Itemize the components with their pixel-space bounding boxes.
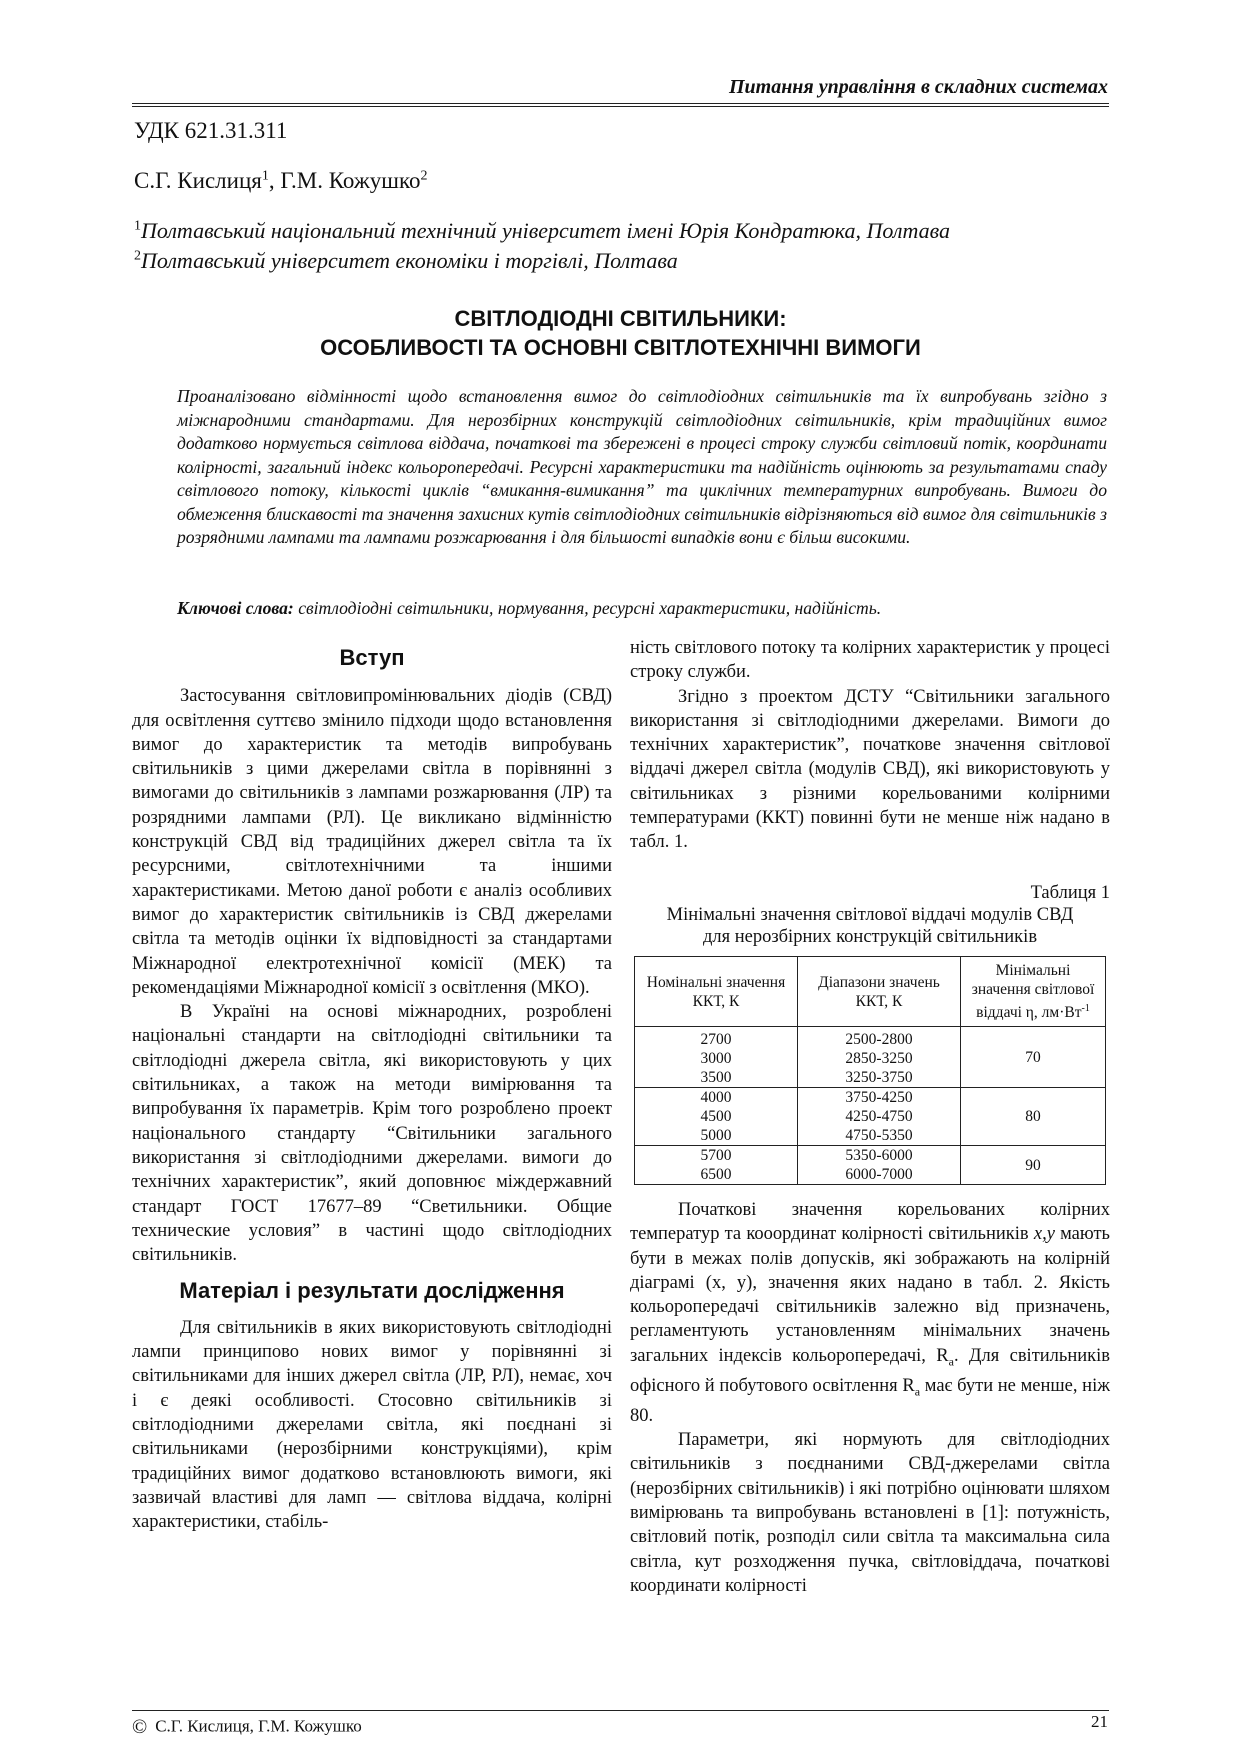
cell-nominal: 2700 (635, 1027, 798, 1050)
author-2: , Г.М. Кожушко (268, 168, 421, 193)
cell-range: 2850-3250 (798, 1049, 961, 1068)
paper-title-line-1: СВІТЛОДІОДНІ СВІТИЛЬНИКИ: (454, 306, 787, 331)
cell-nominal: 5000 (635, 1126, 798, 1146)
cell-nominal: 3500 (635, 1068, 798, 1088)
right-p2-part-a: Початкові значення корельованих колірних температур та кооординат колірності світильників (630, 1200, 1110, 1245)
header-rule (132, 103, 1109, 107)
table-row (635, 1027, 1106, 1050)
affiliation-1-text: Полтавський національний технічний університет імені Юрія Кондратюка, Полтава (141, 218, 950, 243)
table-number: Таблиця 1 (1030, 883, 1110, 903)
copyright-icon: © (132, 1716, 148, 1738)
cell-nominal: 3000 (635, 1049, 798, 1068)
intro-paragraph-1: Застосування світловипромінювальних діодів (СВД) для освітлення суттєво змінило підходи щодо встановлення вимог до характеристик та методів випробувань світильників з цими джерелами світла в порівнянні з вимогами до світильників з лампами розжарювання (ЛР) та розрядними лампами (РЛ). Це викликано відмінністю конструкцій СВД від традиційних джерел світла та їх ресурсними, світлотехнічними та іншими характеристиками. Метою даної роботи є аналіз особливих вимог до характеристик світильників із СВД джерелами світла та методів оцінки їх відповідності за стандартами Міжнародної електротехнічної комісії (МЕК) та рекомендаціями Міжнародної комісії з освітлення (МКО). (132, 686, 612, 998)
table-1 (630, 882, 1110, 1185)
keywords-text: світлодіодні світильники, нормування, ресурсні характеристики, надійність. (293, 598, 882, 618)
page-number: 21 (1091, 1712, 1108, 1731)
table-caption-line-2: для нерозбірних конструкцій світильників (702, 927, 1038, 947)
right-p2-part-b: мають бути в межах полів допусків, які зображають на колірній діаграмі (x, y), значення яких надано в табл. 2. Якість кольоропередачі світильників залежно від призначень, регламентують установленням мінімальних значень загальних індексів кольоропередачі, R (630, 1224, 1110, 1366)
footer-copyright (132, 1716, 362, 1739)
keywords (177, 598, 1107, 619)
section-intro-title: Вступ (339, 645, 405, 670)
author-1: С.Г. Кислиця (134, 168, 262, 193)
cell-range: 3750-4250 (798, 1088, 961, 1108)
author-2-affiliation-mark: 2 (420, 168, 428, 184)
header-min-efficacy (961, 957, 1106, 1027)
header-min-efficacy-exponent: -1 (1081, 1003, 1090, 1014)
right-paragraph-3: Параметри, які нормують для світлодіодних світильників з поєднаними СВД-джерелами світла (нерозбірних світильників) і які потрібно оцінювати шляхом вимірювань та випробувань встановлені в [1]: потужність, світловий потік, розподіл сили світла та максимальна сила світла, кут розходження пучка, світловіддача, початкові координати колірності (630, 1430, 1110, 1596)
cell-nominal: 4000 (635, 1088, 798, 1108)
cell-nominal: 5700 (635, 1146, 798, 1166)
cell-range: 4250-4750 (798, 1107, 961, 1126)
right-p2-xy: x,y (1033, 1224, 1055, 1245)
right-paragraph-1: Згідно з проектом ДСТУ “Світильники загального використання зі світлодіодними джерелами. Вимоги до технічних характеристик”, початкове значення світлової віддачі джерел світла (модулів СВД), які використовують у світильниках з різними корельованими колірними температурами (ККТ) повинні бути не менше ніж надано в табл. 1. (630, 686, 1110, 853)
abstract: Проаналізовано відмінності щодо встановлення вимог до світлодіодних світильників та їх випробувань згідно з міжнародними стандартами. Для нерозбірних конструкцій світлодіодних світильників, крім традиційних вимог додатково нормується світлова віддача, початкові та збережені в процесі строку служби світловий потік, координати колірності, загальний індекс кольоропередачі. Ресурсні характеристики та надійність оцінюють за результатами спаду світлового потоку, кількості циклів “вмикання-вимикання” та циклічних температурних випробувань. Вимоги до обмеження блискавості та значення захисних кутів світлодіодних світильників відрізняються від вимог для світильників з розрядними лампами та лампами розжарювання і для більшості випадків вони є більш високими. (177, 386, 1107, 547)
affiliation-1 (134, 218, 950, 244)
cell-nominal: 4500 (635, 1107, 798, 1126)
table-caption-line-1: Мінімальні значення світлової віддачі модулів СВД (666, 905, 1074, 925)
cell-efficacy: 80 (961, 1088, 1106, 1146)
left-column (132, 646, 612, 1534)
paper-title-line-2: ОСОБЛИВОСТІ ТА ОСНОВНІ СВІТЛОТЕХНІЧНІ ВИМОГИ (320, 335, 921, 360)
cell-nominal: 6500 (635, 1165, 798, 1185)
footer-authors: С.Г. Кислиця, Г.М. Кожушко (155, 1716, 362, 1736)
paper-title (132, 304, 1109, 362)
right-paragraph-continued: ність світлового потоку та колірних характеристик у процесі строку служби. (630, 638, 1110, 683)
section-material-title: Матеріал і результати дослідження (179, 1278, 565, 1304)
header-min-efficacy-text: Мінімальні значення світлової віддачі η, лм·Вт (971, 962, 1095, 1022)
right-column-bottom (630, 1198, 1110, 1598)
cell-range: 2500-2800 (798, 1027, 961, 1050)
efficacy-table (634, 956, 1106, 1185)
affiliation-2-mark: 2 (134, 248, 141, 264)
right-p2-subscript-a: a (948, 1354, 954, 1369)
intro-paragraph-2: В Україні на основі міжнародних, розроблені національні стандарти на світлодіодні світильники та світлодіодні джерела світла, які використовують у цих світильниках, а також на методи вимірювання та випробування їх параметрів. Крім того розроблено проект національного стандарту “Світильники загального використання зі світлодіодними джерелами. вимоги до технічних характеристик”, який доповнює міждержавний стандарт ГОСТ 17677–89 “Светильники. Общие технические условия” в частині щодо світлодіодних світильників. (132, 1002, 612, 1266)
cell-range: 5350-6000 (798, 1146, 961, 1166)
cell-efficacy: 70 (961, 1027, 1106, 1088)
author-1-affiliation-mark: 1 (261, 168, 269, 184)
right-column-top (630, 636, 1110, 855)
udk-code: УДК 621.31.311 (134, 118, 288, 143)
journal-header: Питання управління в складних системах (728, 76, 1108, 98)
header-nominal-cct: Номінальні значення ККТ, К (635, 957, 798, 1027)
footer-rule (132, 1710, 1109, 1711)
cell-range: 4750-5350 (798, 1126, 961, 1146)
cell-range: 3250-3750 (798, 1068, 961, 1088)
affiliation-2-text: Полтавський університет економіки і торгівлі, Полтава (141, 248, 678, 273)
cell-efficacy: 90 (961, 1146, 1106, 1185)
affiliation-1-mark: 1 (134, 218, 141, 234)
header-cct-range: Діапазони значень ККТ, К (798, 957, 961, 1027)
affiliation-2 (134, 248, 678, 274)
table-row (635, 1088, 1106, 1108)
material-paragraph-1: Для світильників в яких використовують світлодіодні лампи принципово нових вимог у порівнянні зі світильниками для інших джерел світла (ЛР, РЛ), немає, хоч і є деякі особливості. Стосовно світильників зі світлодіодними джерелами світла, які поєднані зі світильниками (нерозбірними конструкціями), крім традиційних вимог додатково встановлюють вимоги, які зазвичай властиві для ламп — світлова віддача, колірні характеристики, стабіль- (132, 1317, 612, 1533)
table-row (635, 1146, 1106, 1166)
right-p2-part-c: . Для світильників офісного й побутового освітлення R (630, 1345, 1111, 1396)
right-p2-subscript-a-2: a (914, 1384, 921, 1399)
authors (134, 168, 427, 194)
right-p2-part-d: має бути не менше, ніж 80. (630, 1375, 1110, 1426)
right-paragraph-2 (630, 1198, 1110, 1428)
cell-range: 6000-7000 (798, 1165, 961, 1185)
keywords-label: Ключові слова: (177, 598, 294, 618)
